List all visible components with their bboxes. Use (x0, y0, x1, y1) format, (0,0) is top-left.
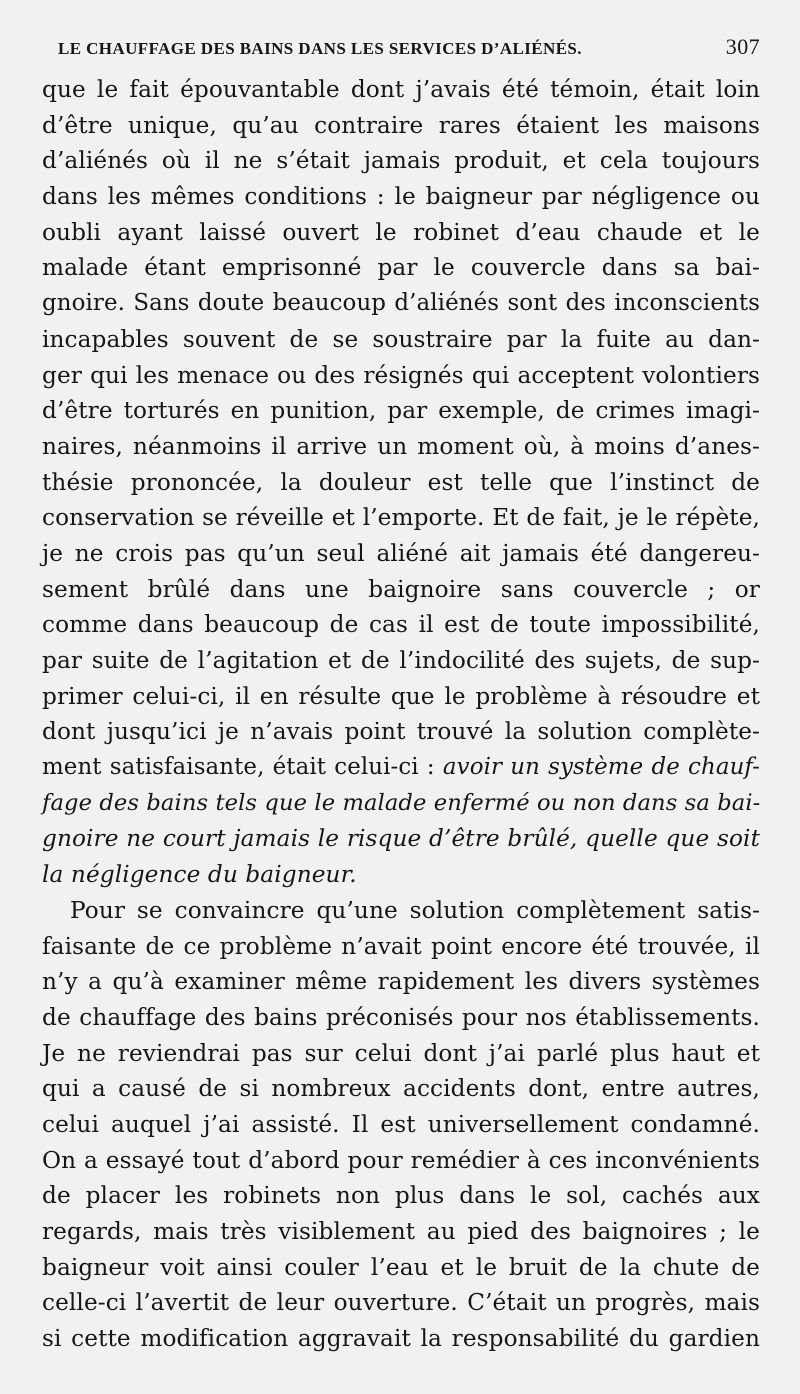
text-line-content: celle-ci l’avertit de leur ouverture. C’était un progrès, mais (42, 1289, 760, 1317)
text-line-content: de placer les robinets non plus dans le sol, cachés aux (42, 1182, 760, 1210)
text-line-content: comme dans beaucoup de cas il est de toute impossibilité, (42, 611, 760, 639)
text-line-content: d’aliénés où il ne s’était jamais produit, et cela toujours (42, 147, 760, 175)
text-line-content: Je ne reviendrai pas sur celui dont j’ai parlé plus haut et (42, 1039, 760, 1067)
text-line (42, 964, 760, 1000)
text-line (42, 1285, 760, 1321)
text-line-content: que le fait épouvantable dont j’avais été témoin, était loin (42, 76, 760, 103)
text-line-content: dont jusqu’ici je n’avais point trouvé la solution complète- (42, 718, 760, 746)
text-line-content: baigneur voit ainsi couler l’eau et le bruit de la chute de (42, 1253, 760, 1281)
text-line-content: thésie prononcée, la douleur est telle que l’instinct de (42, 468, 760, 496)
text-line-content: malade étant emprisonné par le couvercle dans sa bai- (42, 254, 760, 282)
text-line (42, 1178, 760, 1214)
text-line-content: incapables souvent de se soustraire par la fuite au dan- (42, 325, 760, 353)
text-line-content: qui a causé de si nombreux accidents dont, entre autres, (42, 1075, 760, 1103)
text-line (42, 1214, 760, 1250)
text-line-content: si cette modification aggravait la responsabilité du gardien (42, 1325, 760, 1353)
text-line-content: gnoire. Sans doute beaucoup d’aliénés sont des inconscients (42, 290, 760, 317)
text-line-content: primer celui-ci, il en résulte que le problème à résoudre et (42, 682, 760, 710)
text-line-content: de chauffage des bains préconisés pour nos établissements. (42, 1003, 760, 1031)
text-line (42, 750, 760, 786)
text-line-content: fage des bains tels que le malade enfermé ou non dans sa bai- (42, 789, 761, 816)
text-line-content: faisante de ce problème n’avait point encore été trouvée, il (42, 932, 760, 960)
text-line (42, 1071, 760, 1107)
text-line (42, 72, 760, 108)
text-line (42, 607, 760, 643)
text-line (42, 465, 760, 501)
text-line-italic: avoir un système de chauf- (442, 754, 761, 781)
text-line (42, 179, 760, 215)
text-line-content: je ne crois pas qu’un seul aliéné ait jamais été dangereu- (42, 539, 760, 567)
text-line (42, 322, 760, 358)
text-line-content: ment satisfaisante, était celui-ci : (42, 754, 443, 781)
text-line (42, 572, 760, 608)
text-line-content: d’être unique, qu’au contraire rares étaient les maisons (42, 111, 760, 139)
text-line (42, 536, 760, 572)
text-line (42, 108, 760, 144)
text-line (42, 893, 760, 929)
running-header (58, 34, 760, 62)
text-line-content: la négligence du baigneur. (42, 861, 357, 889)
text-line (42, 250, 760, 286)
text-line (42, 1250, 760, 1286)
text-line (42, 286, 760, 322)
text-line (42, 143, 760, 179)
text-line-content: dans les mêmes conditions : le baigneur par négligence ou (42, 183, 760, 211)
text-line (42, 643, 760, 679)
text-line-content: oubli ayant laissé ouvert le robinet d’eau chaude et le (42, 218, 760, 246)
text-line (42, 857, 760, 893)
text-line (42, 1036, 760, 1072)
text-line (42, 358, 760, 394)
text-line-content: Pour se convaincre qu’une solution complètement satis- (70, 896, 760, 924)
text-line-content: n’y a qu’à examiner même rapidement les divers systèmes (42, 968, 760, 996)
text-line (42, 215, 760, 251)
text-line-content: On a essayé tout d’abord pour remédier à ces inconvénients (42, 1146, 760, 1174)
page-number: 307 (725, 34, 760, 59)
text-line-content: conservation se réveille et l’emporte. Et de fait, je le répète, (42, 504, 760, 532)
running-title: LE CHAUFFAGE DES BAINS DANS LES SERVICES D’ALIÉNÉS. (58, 39, 582, 58)
text-line (42, 1321, 760, 1357)
text-line-content: gnoire ne court jamais le risque d’être brûlé, quelle que soit (42, 825, 760, 853)
text-line (42, 821, 760, 857)
text-line-content: regards, mais très visiblement au pied des baignoires ; le (42, 1218, 760, 1245)
text-line-content: d’être torturés en punition, par exemple, de crimes imagi- (42, 397, 760, 425)
text-line (42, 929, 760, 965)
text-line (42, 679, 760, 715)
text-line-content: ger qui les menace ou des résignés qui acceptent volontiers (42, 361, 760, 389)
text-line (42, 1143, 760, 1179)
text-line-content: par suite de l’agitation et de l’indocilité des sujets, de sup- (42, 647, 760, 674)
text-line (42, 786, 760, 822)
text-line (42, 1107, 760, 1143)
body-text (42, 72, 760, 1357)
text-line (42, 393, 760, 429)
text-line-content: celui auquel j’ai assisté. Il est universellement condamné. (42, 1110, 760, 1138)
text-line-content: sement brûlé dans une baignoire sans couvercle ; or (42, 575, 760, 603)
text-line (42, 429, 760, 465)
text-line (42, 714, 760, 750)
text-line (42, 1000, 760, 1036)
text-line (42, 500, 760, 536)
text-line-content: naires, néanmoins il arrive un moment où, à moins d’anes- (42, 432, 760, 460)
